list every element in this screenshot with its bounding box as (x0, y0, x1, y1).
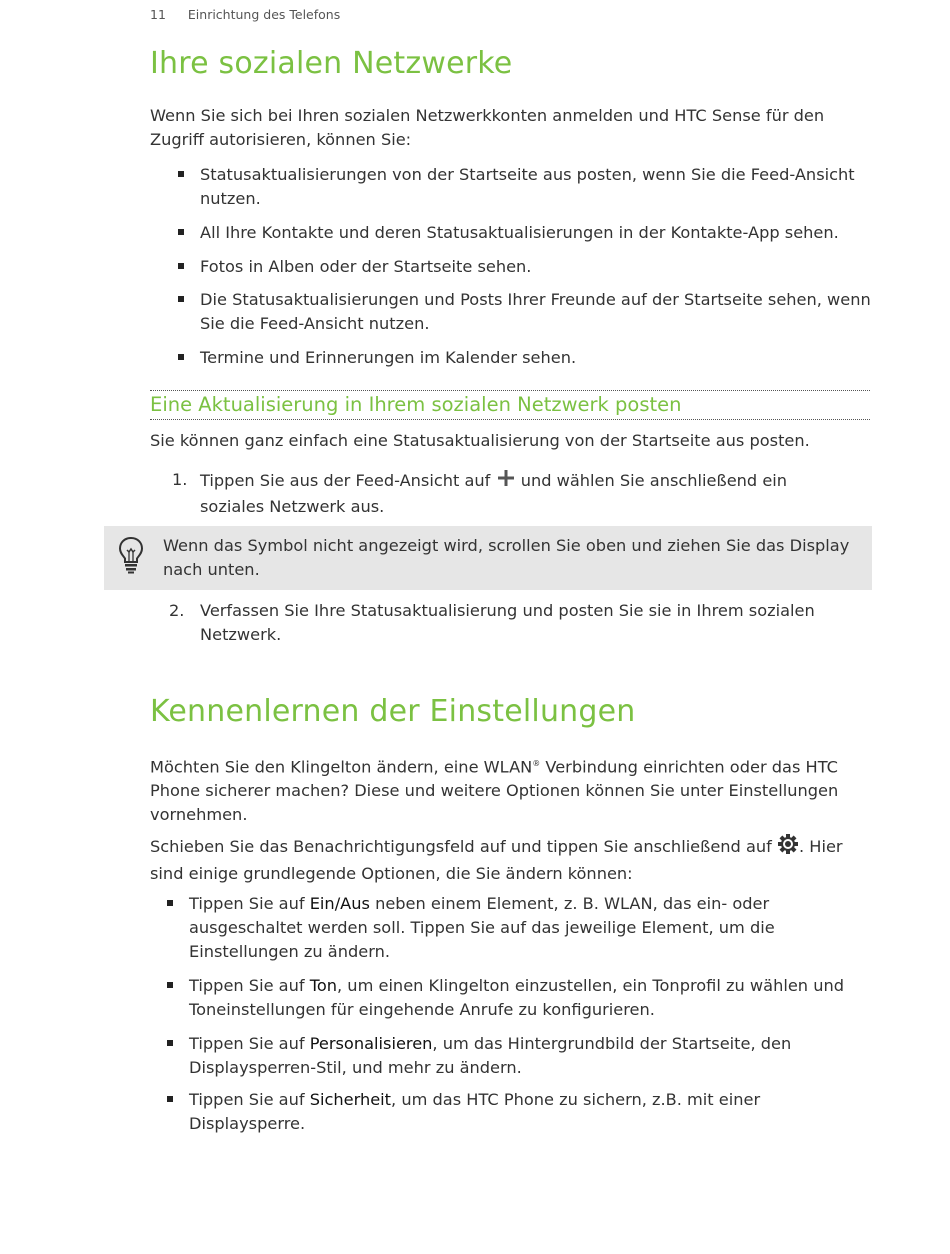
subsection-title: Eine Aktualisierung in Ihrem sozialen Netzwerk posten (150, 393, 682, 416)
list-item (189, 1032, 872, 1080)
bullet-marker (178, 354, 184, 360)
step-1-after: und wählen Sie anschließend ein soziales Netzwerk aus. (200, 471, 788, 516)
list-item: Statusaktualisierungen von der Startseite aus posten, wenn Sie die Feed-Ansicht nutzen. (200, 165, 855, 208)
item-prefix: Tippen Sie auf (189, 894, 310, 913)
page-number: 11 (150, 7, 166, 22)
item-suffix: , um einen Klingelton einzustellen, ein Tonprofil zu wählen und Toneinstellungen für eingehende Anrufe zu konfigurieren. (189, 976, 844, 1019)
para2-after: . Hier sind einige grundlegende Optionen, die Sie ändern können: (150, 837, 843, 883)
lightbulb-icon (118, 536, 144, 578)
item-keyword: Ton (309, 976, 338, 995)
para2-before: Schieben Sie das Benachrichtigungsfeld auf und tippen Sie anschließend auf (150, 837, 778, 856)
item-suffix: , um das HTC Phone zu sichern, z.B. mit einer Displaysperre. (189, 1090, 761, 1133)
bullet-marker (167, 1040, 173, 1046)
bullet-marker (178, 263, 184, 269)
section2-para2 (150, 833, 870, 886)
section2-para1 (150, 752, 866, 827)
step-number: 1. (172, 470, 188, 489)
list-item: Die Statusaktualisierungen und Posts Ihrer Freunde auf der Startseite sehen, wenn Sie die Feed-Ansicht nutzen. (200, 290, 871, 333)
bullet-marker (167, 1096, 173, 1102)
section-title-social-networks: Ihre sozialen Netzwerke (150, 46, 513, 81)
item-suffix: neben einem Element, z. B. WLAN, das ein- oder ausgeschaltet werden soll. Tippen Sie auf das jeweilige Element, um die Einstellungen zu ändern. (189, 894, 775, 961)
list-item (189, 892, 872, 964)
item-suffix: , um das Hintergrundbild der Startseite, den Displaysperren-Stil, und mehr zu ändern. (189, 1034, 792, 1077)
plus-icon (496, 468, 516, 495)
list-item: Fotos in Alben oder der Startseite sehen. (200, 257, 532, 276)
subsection-intro: Sie können ganz einfach eine Statusaktualisierung von der Startseite aus posten. (150, 431, 810, 450)
bullet-marker (167, 982, 173, 988)
item-keyword: Ein/Aus (309, 894, 370, 913)
item-prefix: Tippen Sie auf (189, 1034, 310, 1053)
item-keyword: Sicherheit (309, 1090, 392, 1109)
bullet-marker (178, 229, 184, 235)
divider (150, 419, 870, 420)
list-item (189, 1088, 872, 1136)
running-head (150, 7, 340, 22)
item-prefix: Tippen Sie auf (189, 1090, 310, 1109)
para1-after: Verbindung einrichten oder das HTC Phone sicherer machen? Diese und weitere Optionen können Sie unter Einstellungen vornehmen. (150, 757, 839, 825)
para1-before: Möchten Sie den Klingelton ändern, eine WLAN (150, 757, 533, 777)
divider (150, 390, 870, 391)
list-item: Termine und Erinnerungen im Kalender sehen. (200, 348, 577, 367)
bullet-marker (178, 296, 184, 302)
registered-mark: ® (532, 759, 541, 768)
item-prefix: Tippen Sie auf (189, 976, 310, 995)
step-number: 2. (169, 601, 185, 620)
list-item: All Ihre Kontakte und deren Statusaktualisierungen in der Kontakte-App sehen. (200, 223, 839, 242)
section-title-settings: Kennenlernen der Einstellungen (150, 694, 636, 729)
step-1-before: Tippen Sie aus der Feed-Ansicht auf (200, 471, 491, 490)
bullet-marker (167, 900, 173, 906)
step-1-text (200, 468, 820, 519)
item-keyword: Personalisieren (309, 1034, 433, 1053)
gear-icon (777, 833, 799, 862)
bullet-marker (178, 171, 184, 177)
chapter-title: Einrichtung des Telefons (187, 7, 341, 22)
tip-text: Wenn das Symbol nicht angezeigt wird, scrollen Sie oben und ziehen Sie das Display nach unten. (163, 536, 850, 579)
section1-intro: Wenn Sie sich bei Ihren sozialen Netzwerkkonten anmelden und HTC Sense für den Zugriff autorisieren, können Sie: (150, 106, 825, 149)
list-item (189, 974, 872, 1022)
step-2-text: Verfassen Sie Ihre Statusaktualisierung und posten Sie sie in Ihrem sozialen Netzwerk. (200, 601, 815, 644)
